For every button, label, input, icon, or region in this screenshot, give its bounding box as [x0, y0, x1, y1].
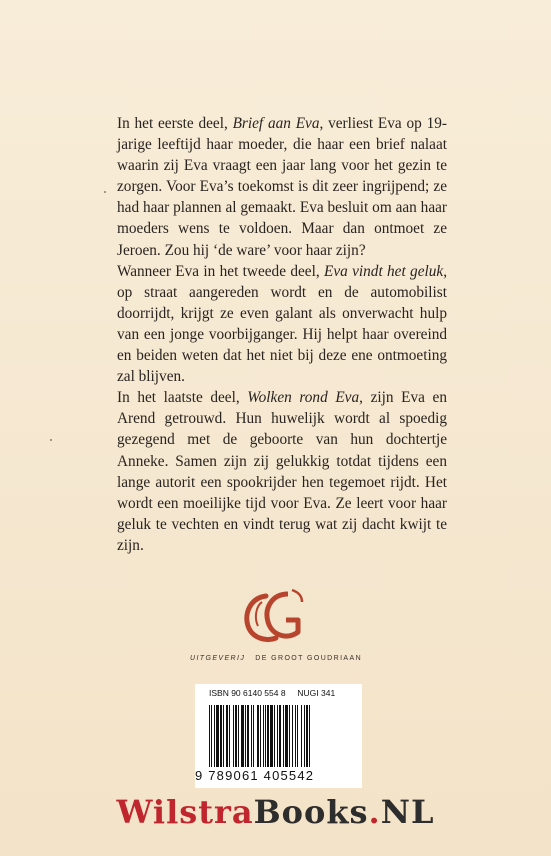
publisher-logo [236, 588, 316, 650]
blurb-paragraph-3: In het laatste deel, Wolken rond Eva, zijn Eva en Arend getrouwd. Hun huwelijk wordt al spoedig gezegend met de geboorte van hun dochtertje Anneke. Samen zijn zij gelukkig totdat tijdens een lange autorit een spookrijder hen tegemoet rijdt. Het wordt een moeilijke tijd voor Eva. Ze leert voor haar geluk te vechten en vindt terug wat zij dacht kwijt te zijn. [117, 389, 447, 554]
barcode-bar [233, 705, 234, 767]
barcode-bar [270, 705, 273, 767]
barcode-area [195, 684, 362, 788]
barcode-bar [295, 705, 296, 767]
barcode-bar [301, 705, 302, 767]
barcode-bar [229, 705, 230, 767]
barcode-bar [257, 705, 259, 767]
barcode-bar [226, 705, 228, 767]
barcode-bar [209, 705, 210, 767]
barcode-bar [235, 705, 237, 767]
barcode-bar [279, 705, 281, 767]
barcode-bar [251, 705, 252, 767]
publisher-name: UITGEVERIJ DE GROOT GOUDRIAAN [190, 655, 363, 662]
barcode-bar [220, 705, 222, 767]
barcode-bar [238, 705, 239, 767]
barcode-bar [260, 705, 261, 767]
barcode-bar [265, 705, 266, 767]
nugi-label: NUGI 341 [297, 688, 336, 698]
barcode-bar [297, 705, 298, 767]
barcode [209, 705, 357, 767]
barcode-bar [245, 705, 246, 767]
blurb-text [117, 113, 447, 556]
barcode-bar [211, 705, 212, 767]
barcode-bar [214, 705, 215, 767]
book-title-3: Wolken rond Eva [247, 389, 360, 407]
barcode-bar [253, 705, 254, 767]
barcode-bar [292, 705, 293, 767]
paper-speck [104, 191, 106, 193]
isbn-label: ISBN 90 6140 554 8 [209, 688, 286, 698]
watermark [0, 793, 551, 831]
barcode-bar [263, 705, 264, 767]
paper-speck [50, 439, 52, 441]
barcode-bar [304, 705, 305, 767]
book-title-1: Brief aan Eva [232, 115, 320, 132]
blurb-paragraph-1: In het eerste deel, Brief aan Eva, verliest Eva op 19-jarige leeftijd haar moeder, die haar een brief nalaat waarin zij Eva vraagt een jaar lang voor het gezin te zorgen. Voor Eva’s toekomst is dit zeer ingrijpend; ze had haar plannen al gemaakt. Eva besluit om aan haar moeders wens te voldoen. Maar dan ontmoet ze Jeroen. Zou hij ‘de ware’ voor haar zijn? [117, 115, 447, 259]
barcode-bar [306, 705, 308, 767]
book-title-2: Eva vindt het geluk [323, 262, 444, 280]
barcode-bar [216, 705, 219, 767]
watermark-brand: WilstraBooks [116, 793, 369, 831]
blurb-paragraph-2: Wanneer Eva in het tweede deel, Eva vindt het geluk, op straat aangereden wordt en de automobilist doorrijdt, krijgt ze even galant als onverwacht hulp van een jonge voorbijganger. Hij helpt haar overeind en beiden weten dat het niet bij deze ene ontmoeting zal blijven. [117, 262, 448, 386]
barcode-bar [274, 705, 275, 767]
barcode-bar [283, 705, 284, 767]
barcode-bar [267, 705, 269, 767]
watermark-tld: .NL [368, 793, 435, 831]
barcode-bar [241, 705, 244, 767]
barcode-bar [277, 705, 278, 767]
barcode-bar [223, 705, 224, 767]
barcode-bar [289, 705, 290, 767]
barcode-bar [309, 705, 310, 767]
isbn-line [209, 688, 359, 698]
barcode-bar [247, 705, 249, 767]
barcode-bar [285, 705, 288, 767]
barcode-digits: 9 789061 405542 [195, 768, 315, 783]
